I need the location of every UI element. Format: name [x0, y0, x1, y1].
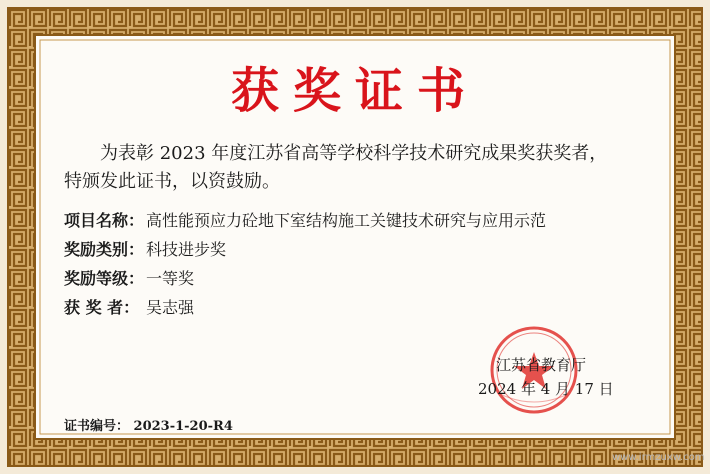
certificate-title: 获奖证书 — [230, 63, 479, 119]
intro-line-2: 特颁发此证书，以资鼓励。 — [64, 171, 280, 192]
field-label: 获 奖 者： — [64, 298, 140, 317]
field-value: 吴志强 — [146, 298, 195, 317]
certificate-number: 证书编号： 2023-1-20-R4 — [64, 419, 233, 434]
field-award-category — [64, 235, 664, 264]
field-value: 高性能预应力砼地下室结构施工关键技术研究与应用示范 — [146, 211, 547, 230]
field-value: 一等奖 — [146, 269, 195, 288]
field-recipient — [64, 293, 664, 322]
award-fields — [64, 206, 664, 322]
field-label: 项目名称： — [64, 211, 145, 230]
issuer-name: 江苏省教育厅 — [496, 356, 587, 374]
site-watermark: www.irmzuxw.com — [612, 452, 705, 463]
issue-date: 2024 年 4 月 17 日 — [478, 380, 614, 398]
field-label: 奖励等级： — [64, 269, 145, 288]
intro-text — [64, 140, 654, 196]
field-label: 奖励类别： — [64, 240, 145, 259]
field-project-name — [64, 206, 664, 235]
intro-line-1: 为表彰 2023 年度江苏省高等学校科学技术研究成果奖获奖者， — [100, 143, 608, 164]
field-award-level — [64, 264, 664, 293]
field-value: 科技进步奖 — [146, 240, 227, 259]
